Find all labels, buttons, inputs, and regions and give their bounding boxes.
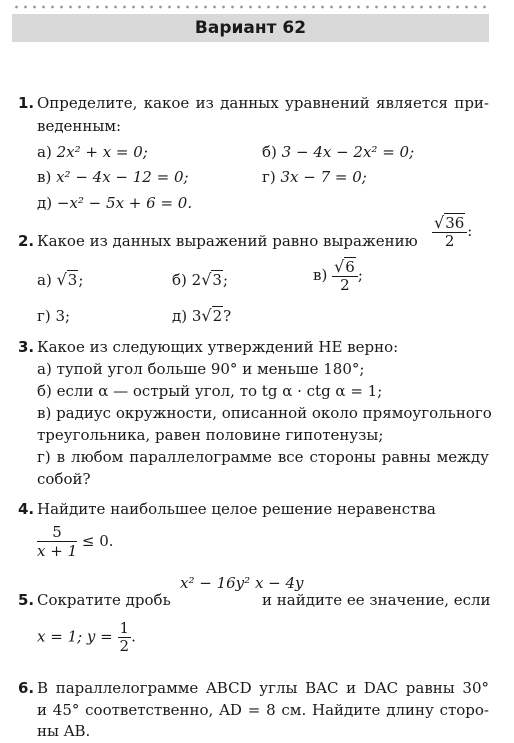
option-label: а)	[37, 271, 52, 289]
option-label: б)	[262, 143, 277, 161]
punct: ;	[357, 266, 363, 284]
q3-option-a: а) тупой угол больше 90° и меньше 180°;	[37, 360, 365, 378]
question-2-text: Какое из данных выражений равно выражению	[37, 232, 418, 250]
q2-option-b: б) 2√3;	[172, 270, 229, 289]
q4-inequality	[37, 524, 114, 560]
q1-option-d	[262, 167, 367, 187]
coefficient: 3	[191, 307, 202, 325]
radicand: 36	[445, 214, 465, 232]
denominator: 2	[444, 232, 455, 250]
punct: ;	[78, 271, 84, 289]
question-4-number: 4.	[18, 500, 35, 518]
q2-option-d	[37, 306, 70, 326]
option-label: г)	[262, 168, 276, 186]
option-expr: 3x − 7 = 0;	[280, 168, 367, 186]
given: x = 1; y =	[37, 627, 113, 646]
q1-option-c	[37, 167, 189, 187]
question-2-number: 2.	[18, 232, 35, 250]
denominator: x + 1	[37, 542, 78, 560]
page-title: Вариант 62	[194, 18, 307, 38]
question-5-text: Сократите дробь	[37, 591, 171, 609]
question-5-number: 5.	[18, 591, 35, 609]
question-1-number: 1.	[18, 94, 35, 112]
q3-option-c: в) радиус окружности, описанной около прямоугольного	[37, 404, 492, 422]
option-expr: x² − 4x − 12 = 0;	[56, 168, 189, 186]
numerator: 5	[37, 524, 77, 542]
numerator: x² − 16y²	[180, 574, 251, 592]
question-5-text-cont: и найдите ее значение, если	[262, 591, 491, 609]
q1-option-a	[37, 142, 148, 162]
q2-option-e: д) 3√2?	[172, 306, 232, 325]
question-1-text: Определите, какое из данных уравнений является при-	[37, 94, 489, 112]
option-value: 3;	[55, 307, 71, 325]
q3-option-b: б) если α — острый угол, то tg α · ctg α = 1;	[37, 382, 383, 400]
radicand: 3	[212, 271, 222, 289]
colon: :	[467, 222, 473, 240]
variant-header	[12, 14, 489, 42]
option-label: г)	[37, 307, 51, 325]
q3-option-d-cont: собой?	[37, 470, 91, 488]
option-expr: −x² − 5x + 6 = 0.	[56, 194, 193, 212]
dotted-border	[12, 4, 492, 10]
option-expr: 3 − 4x − 2x² = 0;	[281, 143, 415, 161]
punct: ;	[222, 271, 229, 289]
coefficient: 2	[191, 271, 202, 289]
punct: .	[131, 627, 136, 646]
question-6-text-end: ны AB.	[37, 722, 91, 740]
question-4-text: Найдите наибольшее целое решение неравенства	[37, 500, 436, 518]
q1-option-b	[262, 142, 414, 162]
q1-option-e	[37, 193, 192, 213]
question-3-number: 3.	[18, 338, 35, 356]
inequality-tail: ≤ 0.	[81, 532, 114, 550]
question-1-text-cont: веденным:	[37, 117, 122, 135]
question-6-text-cont: и 45° соответственно, AD = 8 см. Найдите длину сторо-	[37, 701, 489, 719]
option-label: а)	[37, 143, 52, 161]
punct: ?	[223, 307, 232, 325]
question-6-text: В параллелограмме ABCD углы BAC и DAC равны 30°	[37, 679, 489, 697]
option-label: в)	[313, 266, 328, 284]
radicand: 6	[345, 258, 355, 276]
option-label: д)	[37, 194, 53, 212]
q3-option-c-cont: треугольника, равен половине гипотенузы;	[37, 426, 384, 444]
question-6-number: 6.	[18, 679, 35, 697]
q2-main-expression: $\frac{√36}{2}$ :	[434, 213, 473, 250]
option-label: в)	[37, 168, 52, 186]
radicand: 3	[67, 271, 78, 289]
numerator: 1	[119, 619, 130, 637]
option-label: б)	[172, 271, 187, 289]
denominator: 2	[340, 276, 350, 294]
radicand: 2	[212, 307, 223, 325]
denominator: 2	[119, 637, 130, 655]
q2-option-c: в) $\frac{√6}{2}$ ;	[313, 257, 363, 294]
option-expr: 2x² + x = 0;	[56, 143, 148, 161]
question-3-text: Какое из следующих утверждений НЕ верно:	[37, 338, 399, 356]
q2-option-a: а) √3;	[37, 270, 84, 289]
q5-given-values	[37, 620, 136, 655]
denominator: x − 4y	[254, 574, 304, 592]
option-label: д)	[172, 307, 188, 325]
q3-option-d: г) в любом параллелограмме все стороны равны между	[37, 448, 489, 466]
